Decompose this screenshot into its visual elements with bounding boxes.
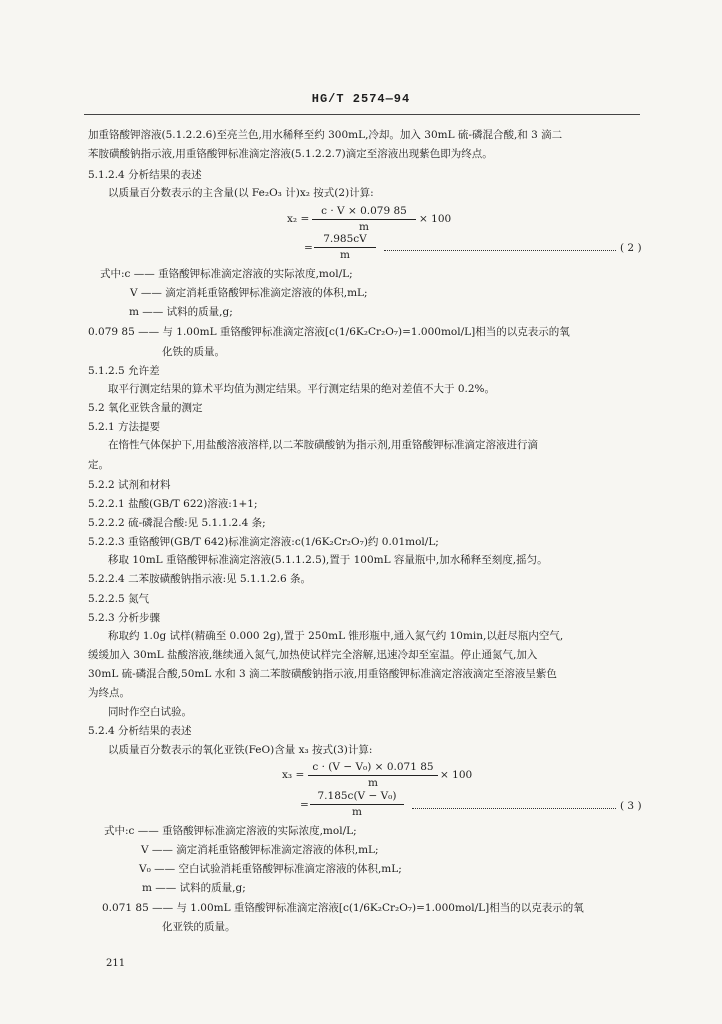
eq3-numerator-2: 7.185c(V − V₀) bbox=[317, 790, 397, 802]
text-line: 苯胺磺酸钠指示液,用重铬酸钾标准滴定溶液(5.1.2.2.7)滴定至溶液出现紫色即为终点。 bbox=[88, 148, 493, 160]
text-line: m —— 试料的质量,g; bbox=[129, 306, 233, 318]
section-heading: 5.2.4 分析结果的表述 bbox=[88, 725, 192, 737]
eq2-leader-dots bbox=[384, 250, 616, 251]
text-line: 5.2.2.5 氮气 bbox=[88, 593, 150, 605]
eq2-denominator-1: m bbox=[359, 221, 369, 233]
eq2-tail: × 100 bbox=[419, 213, 452, 225]
eq2-fraction-bar-1 bbox=[312, 219, 416, 220]
text-line: 以质量百分数表示的氧化亚铁(FeO)含量 x₃ 按式(3)计算: bbox=[108, 744, 373, 756]
text-line: 缓缓加入 30mL 盐酸溶液,继续通入氮气,加热使试样完全溶解,迅速冷却至室温。停止通氮气,加入 bbox=[88, 649, 538, 661]
text-line: 式中:c —— 重铬酸钾标准滴定溶液的实际浓度,mol/L; bbox=[100, 268, 353, 280]
section-heading: 5.1.2.5 允许差 bbox=[88, 365, 160, 377]
text-line: 化亚铁的质量。 bbox=[162, 921, 236, 933]
text-line: 取平行测定结果的算术平均值为测定结果。平行测定结果的绝对差值不大于 0.2%。 bbox=[108, 383, 496, 395]
text-line: 5.2.2.2 硫-磷混合酸:见 5.1.1.2.4 条; bbox=[88, 517, 266, 529]
eq3-equals: = bbox=[300, 799, 309, 811]
eq2-number: ( 2 ) bbox=[620, 242, 642, 254]
section-heading: 5.2.3 分析步骤 bbox=[88, 612, 161, 624]
eq3-denominator-1: m bbox=[368, 777, 378, 789]
text-line: V₀ —— 空白试验消耗重铬酸钾标准滴定溶液的体积,mL; bbox=[139, 863, 402, 875]
eq2-numerator-1: c · V × 0.079 85 bbox=[321, 205, 407, 217]
eq2-equals: = bbox=[304, 242, 313, 254]
section-heading: 5.1.2.4 分析结果的表述 bbox=[88, 169, 202, 181]
text-line: 移取 10mL 重铬酸钾标准滴定溶液(5.1.1.2.5),置于 100mL 容量瓶中,加水稀释至刻度,摇匀。 bbox=[108, 554, 548, 566]
text-line: 加重铬酸钾溶液(5.1.2.2.6)至亮兰色,用水稀释至约 300mL,冷却。加入 30mL 硫-磷混合酸,和 3 滴二 bbox=[88, 129, 563, 141]
text-line: 0.079 85 —— 与 1.00mL 重铬酸钾标准滴定溶液[c(1/6K₂Cr₂O₇)=1.000mol/L]相当的以克表示的氧 bbox=[88, 326, 570, 338]
text-line: 定。 bbox=[88, 459, 109, 471]
text-line: 30mL 硫-磷混合酸,50mL 水和 3 滴二苯胺磺酸钠指示液,用重铬酸钾标准滴定溶液滴定至溶液呈紫色 bbox=[88, 668, 557, 680]
section-heading: 5.2.2 试剂和材料 bbox=[88, 479, 171, 491]
eq3-numerator-1: c · (V − V₀) × 0.071 85 bbox=[312, 761, 434, 773]
eq3-tail: × 100 bbox=[440, 769, 473, 781]
eq2-denominator-2: m bbox=[340, 249, 350, 261]
text-line: 称取约 1.0g 试样(精确至 0.000 2g),置于 250mL 锥形瓶中,通入氮气约 10min,以赶尽瓶内空气, bbox=[108, 630, 564, 642]
text-line: V —— 滴定消耗重铬酸钾标准滴定溶液的体积,mL; bbox=[130, 287, 368, 299]
header-rule bbox=[84, 114, 640, 115]
page-number: 211 bbox=[106, 958, 126, 969]
text-line: 5.2.2.1 盐酸(GB/T 622)溶液:1+1; bbox=[88, 498, 258, 510]
text-line: m —— 试料的质量,g; bbox=[142, 882, 246, 894]
text-line: 0.071 85 —— 与 1.00mL 重铬酸钾标准滴定溶液[c(1/6K₂Cr₂O₇)=1.000mol/L]相当的以克表示的氧 bbox=[102, 902, 584, 914]
eq3-leader-dots bbox=[412, 808, 616, 809]
eq3-denominator-2: m bbox=[352, 806, 362, 818]
eq3-fraction-bar-1 bbox=[308, 775, 438, 776]
text-line: 以质量百分数表示的主含量(以 Fe₂O₃ 计)x₂ 按式(2)计算: bbox=[108, 187, 374, 199]
text-line: 在惰性气体保护下,用盐酸溶液溶样,以二苯胺磺酸钠为指示剂,用重铬酸钾标准滴定溶液进行滴 bbox=[108, 439, 539, 451]
text-line: 5.2.2.3 重铬酸钾(GB/T 642)标准滴定溶液:c(1/6K₂Cr₂O₇)约 0.01mol/L; bbox=[88, 536, 439, 548]
text-line: V —— 滴定消耗重铬酸钾标准滴定溶液的体积,mL; bbox=[141, 844, 379, 856]
eq2-fraction-bar-2 bbox=[314, 247, 376, 248]
page-header: HG/T 2574—94 bbox=[311, 92, 411, 106]
text-line: 化铁的质量。 bbox=[162, 346, 225, 358]
eq3-lhs: x₃ = bbox=[282, 769, 305, 781]
section-heading: 5.2 氧化亚铁含量的测定 bbox=[88, 402, 203, 414]
eq3-number: ( 3 ) bbox=[620, 800, 642, 812]
section-heading: 5.2.1 方法提要 bbox=[88, 421, 161, 433]
text-line: 同时作空白试验。 bbox=[108, 706, 192, 718]
text-line: 式中:c —— 重铬酸钾标准滴定溶液的实际浓度,mol/L; bbox=[104, 825, 357, 837]
text-line: 为终点。 bbox=[88, 687, 130, 699]
eq3-fraction-bar-2 bbox=[310, 804, 404, 805]
eq2-lhs: x₂ = bbox=[287, 213, 310, 225]
eq2-numerator-2: 7.985cV bbox=[323, 233, 367, 245]
text-line: 5.2.2.4 二苯胺磺酸钠指示液:见 5.1.1.2.6 条。 bbox=[88, 573, 312, 585]
